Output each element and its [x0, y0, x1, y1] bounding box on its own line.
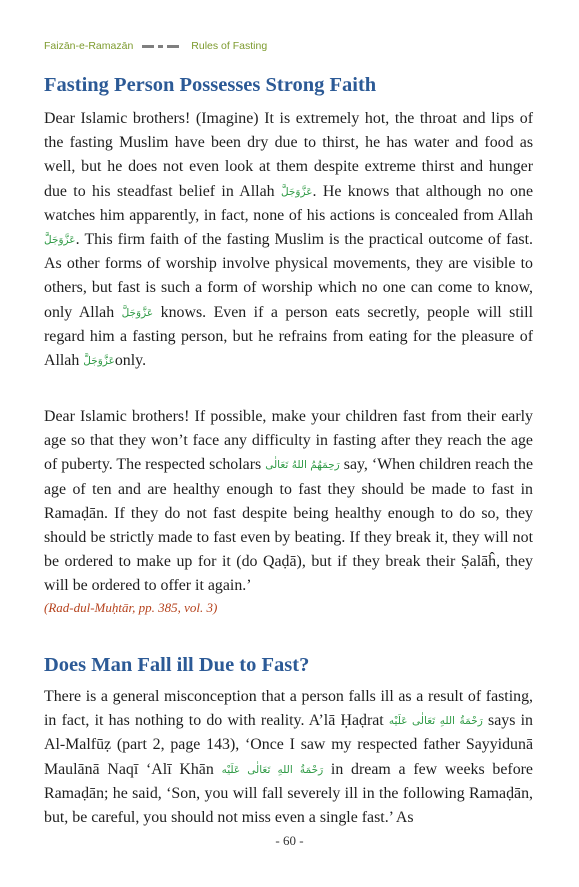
- paragraph-text: . This firm faith of the fasting Muslim is the practical outcome of fast. As other forms of worship involve physical movements, they are visible to others, but fast is such a form of worship which no one can come to know, only Allah: [44, 231, 533, 321]
- header-separator: [142, 45, 183, 48]
- paragraph-text: Dear Islamic brothers! (Imagine) It is extremely hot, the throat and lips of the fasting Muslim have been dry due to thirst, he has water and food as well, but he does not even look at them despite extreme thirst and hunger due to his steadfast belief in Allah: [44, 110, 533, 200]
- honorific-calligraphy: عَزَّوَجَلَّ: [44, 234, 76, 247]
- running-header: [44, 39, 544, 53]
- paragraph-text: There is a general misconception that a person falls ill as a result of fasting, in fact, it has nothing to do with reality. A’lā Ḥaḍrat: [44, 688, 533, 730]
- paragraph-text: only.: [114, 352, 147, 370]
- honorific-calligraphy: عَزَّوَجَلَّ: [83, 355, 115, 368]
- separator-dash: [142, 45, 154, 48]
- honorific-calligraphy: رَحْمَةُ اللهِ تَعَالٰی عَلَيْه: [221, 763, 324, 776]
- separator-dash: [167, 45, 179, 48]
- header-chapter-title: Rules of Fasting: [191, 40, 268, 52]
- page-number: - 60 -: [275, 833, 304, 848]
- paragraph-text: Dear Islamic brothers! If possible, make your children fast from their early age so that they won’t face any difficulty in fasting after they reach the age of puberty. The respected scholars: [44, 408, 533, 474]
- honorific-calligraphy: رَحْمَةُ اللهِ تَعَالٰی عَلَيْه: [388, 715, 483, 728]
- paragraph-children-fasting: [44, 405, 533, 599]
- section-heading-strong-faith: Fasting Person Possesses Strong Faith: [44, 74, 377, 96]
- honorific-calligraphy: رَحِمَهُمُ اللهُ تَعَالٰی: [265, 459, 340, 472]
- paragraph-strong-faith: [44, 107, 533, 373]
- honorific-calligraphy: عَزَّوَجَلَّ: [121, 306, 154, 319]
- paragraph-text: . He knows that although no one watches him apparently, in fact, none of his actions is concealed from Allah: [44, 182, 534, 224]
- paragraph-text: knows. Even if a person eats secretly, people will still regard him a fasting person, but he refrains from eating for the pleasure of Allah: [44, 303, 534, 370]
- paragraph-text: in dream a few weeks before Ramaḍān; he said, ‘Son, you will fall severely ill in the following Ramaḍān, but, be careful, you should not miss even a single fast.’ As: [44, 760, 533, 827]
- section-heading-fall-ill: Does Man Fall ill Due to Fast?: [44, 654, 310, 676]
- paragraph-fall-ill: [44, 685, 533, 830]
- paragraph-text: say, ‘When children reach the age of ten and are healthy enough to fast they should be made to fast in Ramaḍān. If they do not fast despite being healthy enough to do so, they should be strictly made to fast even by beating. If they break it, they will not be ordered to make up for it (do Qaḍā), but if they break their Ṣalāĥ, they will be ordered to offer it again.’: [44, 456, 533, 595]
- honorific-calligraphy: عَزَّوَجَلَّ: [280, 185, 313, 198]
- paragraph-text: says in Al-Malfūẓ (part 2, page 143), ‘Once I saw my respected father Sayyidunā Maulānā Naqī ‘Alī Khān: [44, 712, 533, 778]
- separator-dash: [158, 45, 163, 48]
- reference-citation: (Rad-dul-Muḥtār, pp. 385, vol. 3): [44, 600, 218, 615]
- header-book-title: Faizān-e-Ramazān: [44, 40, 134, 52]
